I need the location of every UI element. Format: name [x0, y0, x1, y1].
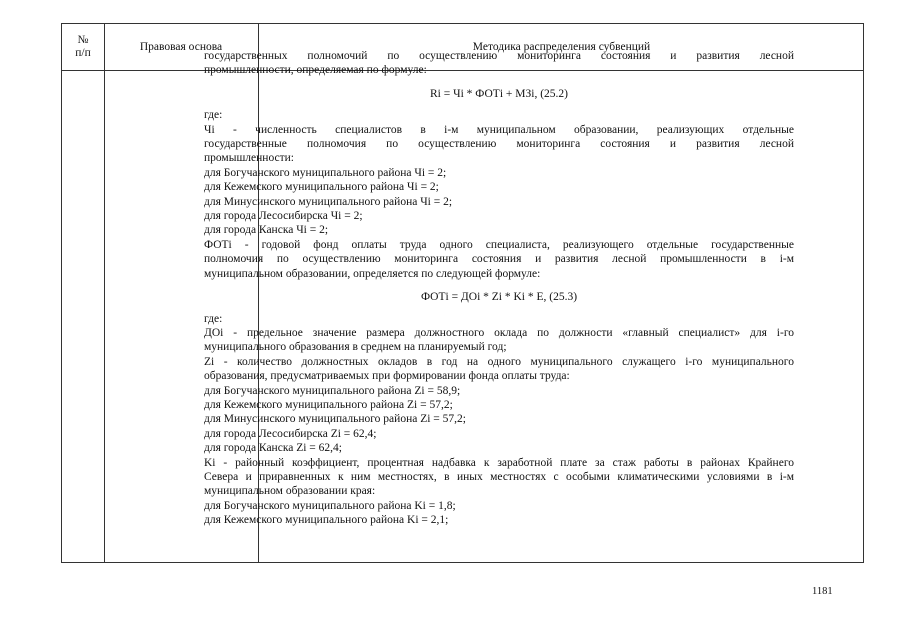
text-line: для Кежемского муниципального района Чi = 2;	[204, 181, 439, 194]
text-line: Zi - количество должностных окладов в год на одного муниципального служащего i-го муниципального	[204, 355, 794, 368]
text-line: ФОТi - годовой фонд оплаты труда одного специалиста, реализующего отдельные государственные	[204, 238, 794, 251]
header-legal-basis: Правовая основа	[139, 40, 223, 53]
text-line: для Минусинского муниципального района Чi = 2;	[204, 195, 453, 208]
text-line: для города Канска Zi = 62,4;	[204, 442, 342, 455]
text-line: для Богучанского муниципального района Ki = 1,8;	[204, 499, 456, 512]
header-number-column	[62, 24, 104, 70]
text-line: муниципального образования в среднем на планируемый год;	[204, 341, 507, 354]
header-methodology: Методика распределения субвенций	[472, 40, 651, 53]
page-number: 1181	[812, 586, 833, 597]
text-line: муниципальном образовании, определяется по следующей формуле:	[204, 267, 541, 280]
text-line: где:	[204, 109, 223, 122]
text-line: ДОi - предельное значение размера должностного оклада по должности «главный специалист» для i-го	[204, 326, 794, 339]
text-line: полномочия по осуществлению мониторинга состояния и развития лесной промышленности в i-м	[204, 253, 794, 266]
text-line: образования, предусматриваемых при формировании фонда оплаты труда:	[204, 370, 570, 383]
text-line: Ki - районный коэффициент, процентная надбавка к заработной плате за стаж работы в районах Крайнего	[204, 456, 794, 469]
text-line: государственные полномочия по осуществлению мониторинга состояния и развития лесной	[204, 138, 794, 151]
text-line: для города Лесосибирска Чi = 2;	[204, 210, 363, 223]
text-line: муниципальном образовании края:	[204, 485, 376, 498]
formula-25-2: Ri = Чi * ФОТi + МЗi, (25.2)	[430, 87, 568, 100]
text-line: для города Лесосибирска Zi = 62,4;	[204, 427, 377, 440]
text-line: для Кежемского муниципального района Ki = 2,1;	[204, 514, 449, 527]
column-divider	[104, 24, 105, 562]
text-line: промышленности, определяемая по формуле:	[204, 64, 427, 77]
header-number-symbol: №	[77, 34, 89, 46]
text-line: для Богучанского муниципального района Zi = 58,9;	[204, 384, 461, 397]
text-line: где:	[204, 312, 223, 325]
text-line: Севера и приравненных к ним местностях, в иных местностях с особыми климатическими условиями в i-м	[204, 470, 794, 483]
methodology-text	[204, 49, 794, 528]
text-line: для Минусинского муниципального района Zi = 57,2;	[204, 413, 466, 426]
formula-25-3: ФОТi = ДОi * Zi * Ki * E, (25.3)	[420, 291, 578, 304]
text-line: Чi - численность специалистов в i-м муниципальном образовании, реализующих отдельные	[204, 123, 794, 136]
text-line: для Богучанского муниципального района Чi = 2;	[204, 166, 447, 179]
text-line: промышленности:	[204, 152, 294, 165]
text-line: государственных полномочий по осуществлению мониторинга состояния и развития лесной	[204, 50, 794, 62]
text-line: для города Канска Чi = 2;	[204, 224, 329, 237]
header-number-label: п/п	[75, 47, 91, 59]
text-line: для Кежемского муниципального района Zi = 57,2;	[204, 398, 453, 411]
